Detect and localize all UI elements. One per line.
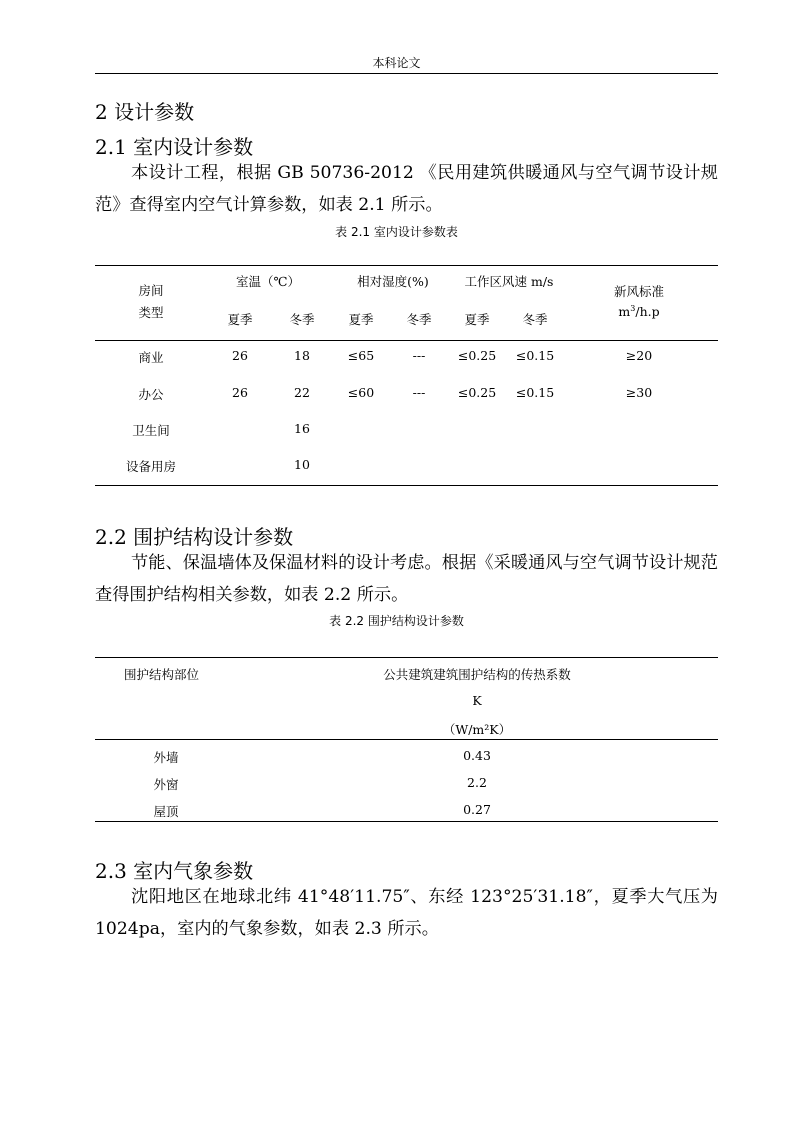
- paragraph-2-2: 节能、保温墙体及保温材料的设计考虑。根据《采暖通风与空气调节设计规范查得围护结构相关参数，如表 2.2 所示。: [95, 553, 718, 605]
- table-bottom-rule: [95, 485, 718, 486]
- header-k: 公共建筑建筑围护结构的传热系数: [383, 667, 571, 682]
- table-cell: ---: [412, 348, 426, 363]
- header-k-symbol: K: [472, 693, 482, 708]
- header-fresh-air: 新风标准: [613, 284, 665, 299]
- table-cell: ≤0.25: [457, 385, 497, 400]
- table-bottom-rule: [95, 821, 718, 822]
- table-cell: 外窗: [153, 777, 179, 792]
- table-cell: 设备用房: [125, 459, 177, 474]
- table-cell: 16: [294, 421, 310, 436]
- table-cell: ≥20: [625, 348, 653, 363]
- table-top-rule: [95, 657, 718, 658]
- table-cell: ---: [412, 385, 426, 400]
- section-heading: 2 设计参数: [95, 100, 195, 124]
- header-wind: 工作区风速 m/s: [464, 274, 554, 289]
- table-cell: ≤0.15: [515, 385, 555, 400]
- table-header-rule: [95, 340, 718, 341]
- header-room-type: 类型: [138, 305, 164, 320]
- table-cell: ≥30: [625, 385, 653, 400]
- header-winter: 冬季: [406, 312, 432, 327]
- table-header-rule: [95, 739, 718, 740]
- table-cell: 2.2: [467, 775, 487, 790]
- table-cell: 22: [294, 385, 310, 400]
- table-cell: 18: [294, 348, 310, 363]
- header-temp: 室温（℃）: [236, 274, 300, 289]
- header-summer: 夏季: [464, 312, 490, 327]
- table-cell: 屋顶: [153, 804, 179, 819]
- subsection-heading-2-1: 2.1 室内设计参数: [95, 135, 254, 159]
- paragraph-2-1: 本设计工程，根据 GB 50736-2012 《民用建筑供暖通风与空气调节设计规范》查得室内空气计算参数，如表 2.1 所示。: [95, 163, 718, 215]
- table-cell: ≤65: [347, 348, 375, 363]
- paragraph-2-3: 沈阳地区在地球北纬 41°48′11.75″、东经 123°25′31.18″，夏季大气压为 1024pa，室内的气象参数，如表 2.3 所示。: [95, 887, 718, 939]
- table-cell: 卫生间: [132, 423, 170, 438]
- header-fresh-air-unit: $m^3/h.p$: [618, 303, 660, 319]
- table-cell: 26: [232, 385, 248, 400]
- header-room-type: 房间: [138, 283, 164, 298]
- table-cell: 办公: [138, 387, 164, 402]
- header-winter: 冬季: [289, 312, 315, 327]
- table-cell: 0.27: [463, 802, 491, 817]
- header-winter: 冬季: [522, 312, 548, 327]
- table-cell: ≤0.25: [457, 348, 497, 363]
- table-cell: 商业: [138, 350, 164, 365]
- subsection-heading-2-3: 2.3 室内气象参数: [95, 859, 254, 883]
- table-cell: ≤0.15: [515, 348, 555, 363]
- table-cell: 0.43: [463, 748, 491, 763]
- table-cell: 外墙: [153, 750, 179, 765]
- header-k-unit: （W/m²K）: [442, 722, 512, 737]
- subsection-heading-2-2: 2.2 围护结构设计参数: [95, 525, 294, 549]
- table-top-rule: [95, 265, 718, 266]
- header-summer: 夏季: [227, 312, 253, 327]
- header-divider: [95, 73, 718, 74]
- table-cell: 10: [294, 457, 310, 472]
- header-part: 围护结构部位: [124, 667, 200, 682]
- page-header: 本科论文: [372, 56, 421, 70]
- header-humidity: 相对湿度(%): [357, 274, 429, 289]
- table-cell: 26: [232, 348, 248, 363]
- table-2-2-caption: 表 2.2 围护结构设计参数: [329, 614, 464, 628]
- table-cell: ≤60: [347, 385, 375, 400]
- header-summer: 夏季: [348, 312, 374, 327]
- table-2-1-caption: 表 2.1 室内设计参数表: [335, 225, 458, 239]
